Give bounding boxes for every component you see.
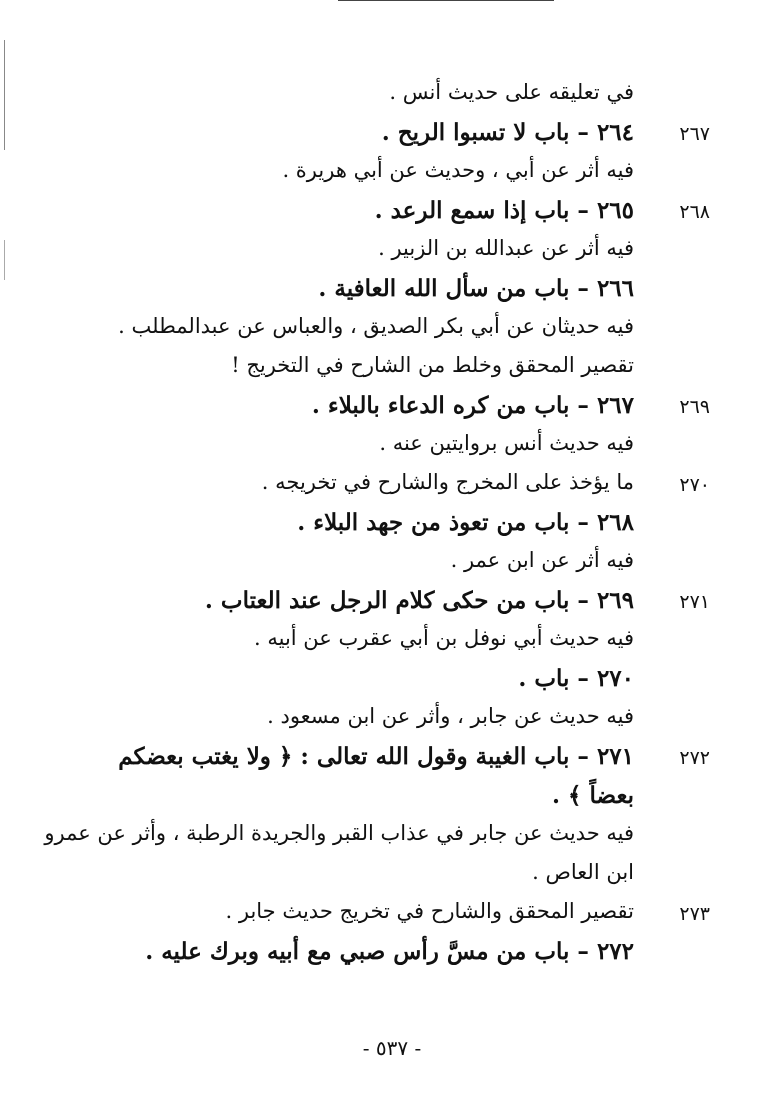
- toc-entry: [90, 195, 710, 234]
- toc-entry: [90, 936, 710, 975]
- toc-entry: [90, 507, 710, 546]
- entry-note: ما يؤخذ على المخرج والشارح في تخريجه .: [261, 470, 634, 494]
- toc-entry: [90, 156, 710, 195]
- toc-entry: [90, 117, 710, 156]
- toc-entry: [90, 624, 710, 663]
- top-rule: [338, 0, 554, 1]
- page-number: - ٥٣٧ -: [362, 1036, 422, 1060]
- margin-rule: [4, 240, 5, 280]
- page-ref-number: ٢٦٨: [679, 201, 710, 223]
- toc-entry: [90, 468, 710, 507]
- toc-entry: [90, 351, 710, 390]
- chapter-heading: ٢٧٢ – باب من مسَّ رأس صبي مع أبيه وبرك عليه .: [145, 938, 634, 965]
- page-ref-number: ٢٦٩: [679, 396, 710, 418]
- chapter-heading: ٢٦٩ – باب من حكى كلام الرجل عند العتاب .: [204, 587, 634, 614]
- entry-note: فيه أثر عن أبي ، وحديث عن أبي هريرة .: [282, 158, 634, 182]
- chapter-heading: ٢٦٤ – باب لا تسبوا الريح .: [381, 119, 634, 146]
- toc-entry: [90, 390, 710, 429]
- entry-note: فيه حديث أبي نوفل بن أبي عقرب عن أبيه .: [254, 626, 634, 650]
- margin-rule: [4, 40, 5, 150]
- page-ref-number: ٢٧٠: [679, 474, 710, 496]
- toc-entry: [90, 741, 710, 780]
- entry-note: فيه حديث عن جابر في عذاب القبر والجريدة الرطبة ، وأثر عن عمرو: [44, 821, 634, 845]
- toc-entry: [90, 702, 710, 741]
- toc-entry: [90, 312, 710, 351]
- toc-entry: [90, 663, 710, 702]
- entry-note: فيه حديث أنس بروايتين عنه .: [379, 431, 634, 455]
- chapter-heading: ٢٦٧ – باب من كره الدعاء بالبلاء .: [311, 392, 634, 419]
- chapter-heading: ٢٧٠ – باب .: [518, 665, 634, 692]
- entry-note: فيه أثر عن عبدالله بن الزبير .: [378, 236, 634, 260]
- chapter-heading: ٢٧١ – باب الغيبة وقول الله تعالى : ﴿ ولا يغتب بعضكم: [118, 743, 634, 770]
- chapter-heading: بعضاً ﴾ .: [552, 782, 634, 809]
- chapter-heading: ٢٦٦ – باب من سأل الله العافية .: [318, 275, 634, 302]
- chapter-heading: ٢٦٨ – باب من تعوذ من جهد البلاء .: [297, 509, 634, 536]
- page-ref-number: ٢٧٣: [679, 903, 710, 925]
- toc-entry: [90, 858, 710, 897]
- toc-entry: [90, 546, 710, 585]
- toc-entry: [90, 429, 710, 468]
- entry-note: في تعليقه على حديث أنس .: [389, 80, 634, 104]
- toc-entry: [90, 780, 710, 819]
- toc-entry: [90, 78, 710, 117]
- entry-note: ابن العاص .: [532, 860, 634, 884]
- page-ref-number: ٢٧١: [679, 591, 710, 613]
- entry-note: فيه حديثان عن أبي بكر الصديق ، والعباس عن عبدالمطلب .: [118, 314, 634, 338]
- page-ref-number: ٢٧٢: [679, 747, 710, 769]
- table-of-contents: [44, 78, 710, 975]
- page-ref-number: ٢٦٧: [679, 123, 710, 145]
- toc-entry: [90, 585, 710, 624]
- entry-note: فيه أثر عن ابن عمر .: [450, 548, 634, 572]
- entry-note: تقصير المحقق والشارح في تخريج حديث جابر .: [225, 899, 634, 923]
- toc-entry: [90, 897, 710, 936]
- toc-entry: [90, 234, 710, 273]
- entry-note: تقصير المحقق وخلط من الشارح في التخريج !: [231, 353, 634, 377]
- toc-entry: [90, 273, 710, 312]
- toc-entry: [44, 819, 710, 858]
- entry-note: فيه حديث عن جابر ، وأثر عن ابن مسعود .: [267, 704, 634, 728]
- chapter-heading: ٢٦٥ – باب إذا سمع الرعد .: [374, 197, 634, 224]
